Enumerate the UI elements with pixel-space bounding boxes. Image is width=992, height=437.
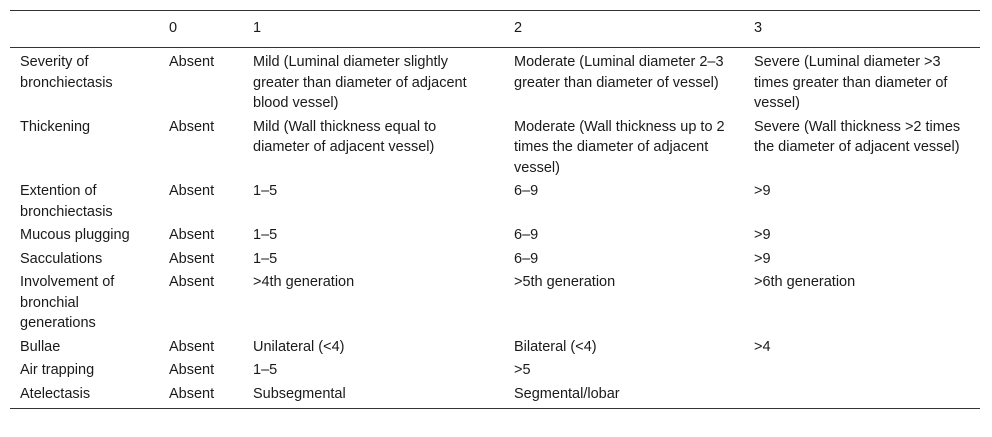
table-row [10,115,980,180]
row-label: Air trapping [20,362,95,378]
table-cell: Subsegmental [253,385,346,402]
table-row [10,247,980,271]
table-cell: >5 [514,362,531,378]
table-row [10,179,980,223]
header-cell-score-0: 0 [169,20,178,36]
row-label: Bullae [20,338,61,355]
row-label: Sacculations [20,250,103,267]
header-cell-score-2: 2 [514,20,523,36]
table-header-row [10,11,980,48]
table-cell: Absent [169,385,215,402]
header-cell-score-3: 3 [754,20,763,36]
bronchiectasis-scoring-table [10,10,980,409]
table-cell: 6–9 [514,250,539,267]
row-label: Mucous plugging [20,227,130,243]
table-row [10,48,980,115]
table-cell: >5th generation [514,274,616,290]
table-cell: Mild (Wall thickness equal to diameter of adjacent vessel) [253,118,437,155]
table-cell: Moderate (Wall thickness up to 2 times the diameter of adjacent vessel) [514,118,725,176]
row-label: Atelectasis [20,385,91,402]
row-label: Severity of bronchiectasis [20,54,113,91]
table-cell: 1–5 [253,183,278,199]
table-cell: >6th generation [754,274,856,290]
table-cell: Absent [169,250,215,267]
table-cell: Absent [169,227,215,243]
table-cell: >4th generation [253,274,355,290]
table-cell: Bilateral (<4) [514,338,597,355]
table-cell: >9 [754,250,771,267]
table-cell: 1–5 [253,250,278,267]
table-cell: Severe (Luminal diameter >3 times greater than diameter of vessel) [754,54,948,111]
table-cell: >9 [754,227,771,243]
table-cell: Absent [169,274,215,290]
table-cell: Mild (Luminal diameter slightly greater than diameter of adjacent blood vessel) [253,54,467,111]
table-cell [744,382,980,409]
table-cell: Segmental/lobar [514,385,620,402]
table-cell: Absent [169,338,215,355]
table-cell: Severe (Wall thickness >2 times the diameter of adjacent vessel) [754,118,961,155]
table-cell: 6–9 [514,227,539,243]
row-label: Extention of bronchiectasis [20,183,113,220]
header-cell-criterion [10,11,159,48]
row-label: Involvement of bronchial generations [20,274,115,331]
table-cell: Absent [169,54,215,70]
table-cell: Absent [169,118,215,135]
table-cell: 1–5 [253,362,278,378]
table-row [10,223,980,247]
row-label: Thickening [20,118,91,135]
table-cell: Unilateral (<4) [253,338,345,355]
table-cell: Moderate (Luminal diameter 2–3 greater than diameter of vessel) [514,54,724,91]
table-row [10,358,980,382]
table-row [10,382,980,409]
table-row [10,335,980,359]
table-cell: Absent [169,362,215,378]
table-cell: 6–9 [514,183,539,199]
table-cell: Absent [169,183,215,199]
table-cell: >4 [754,338,771,355]
table-cell: >9 [754,183,771,199]
table-cell [744,358,980,382]
table-row [10,270,980,335]
header-cell-score-1: 1 [253,20,262,36]
table-cell: 1–5 [253,227,278,243]
